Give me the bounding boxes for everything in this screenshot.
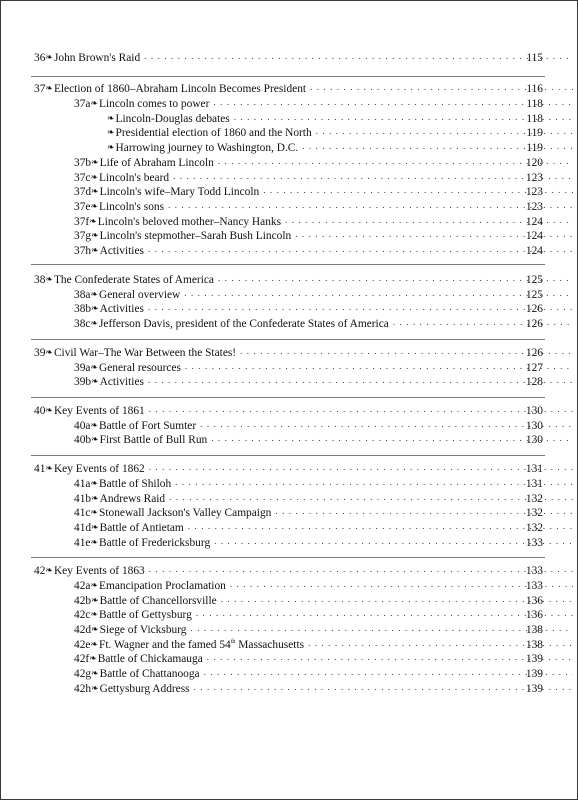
leader-dots [213,95,573,109]
toc-entry[interactable] [1,521,578,535]
page-number: 123 [525,201,543,213]
page-number: 124 [525,230,543,242]
page-number: 139 [525,653,543,665]
entry-title: Siege of Vicksburg [99,624,187,636]
page-number: 116 [526,83,543,95]
entry-title: Lincoln's sons [99,201,165,213]
toc-entry[interactable] [1,51,578,65]
fleuron-icon: ❧ [90,98,98,108]
toc-entry[interactable] [1,375,578,389]
entry-number: 42e [74,639,91,651]
leader-dots [234,110,573,124]
fleuron-icon: ❧ [89,653,97,663]
toc-entry[interactable] [1,82,578,96]
fleuron-icon: ❧ [91,668,99,678]
page-number: 118 [526,113,543,125]
fleuron-icon: ❧ [90,580,98,590]
page-number: 123 [525,172,543,184]
fleuron-icon: ❧ [91,186,99,196]
entry-title: Emancipation Proclamation [99,580,226,592]
entry-number: 41a [74,478,91,490]
leader-dots [188,519,573,533]
fleuron-icon: ❧ [45,405,53,415]
entry-number: 42h [74,683,92,695]
fleuron-icon: ❧ [107,127,115,137]
fleuron-icon: ❧ [91,434,99,444]
entry-title: Civil War–The War Between the States! [53,347,237,359]
entry-number: 39 [34,347,46,359]
toc-entry[interactable] [1,652,578,666]
toc-entry[interactable] [1,229,578,243]
entry-title: Andrews Raid [99,493,166,505]
toc-entry[interactable] [1,185,578,199]
fleuron-icon: ❧ [45,347,53,357]
leader-dots [185,359,573,373]
entry-number: 36 [34,52,46,64]
page-number: 125 [525,274,543,286]
entry-number: 40a [74,420,91,432]
page-number: 133 [525,565,543,577]
page-number: 118 [526,98,543,110]
entry-number: 41c [74,507,91,519]
divider [31,557,545,558]
entry-number: 39b [74,376,92,388]
entry-number: 42a [74,580,91,592]
fleuron-icon: ❧ [107,142,115,152]
entry-number: 42g [74,668,92,680]
entry-number: 37h [74,245,92,257]
page-number: 132 [525,507,543,519]
entry-title: Battle of Gettysburg [99,609,192,621]
fleuron-icon: ❧ [90,318,98,328]
toc-entry[interactable] [1,346,578,360]
entry-title: Gettysburg Address [99,683,190,695]
entry-title: Lincoln's beard [99,172,170,184]
page-number: 128 [525,376,543,388]
entry-number: 42 [34,565,46,577]
page-number: 136 [525,595,543,607]
entry-title: General overview [99,289,181,301]
entry-title: Harrowing journey to Washington, D.C. [115,142,299,154]
leader-dots [175,475,573,489]
leader-dots [221,592,573,606]
entry-title: Stonewall Jackson's Valley Campaign [99,507,272,519]
fleuron-icon: ❧ [90,609,98,619]
entry-title: Activities [99,303,144,315]
toc-entry[interactable] [1,200,578,214]
entry-title: First Battle of Bull Run [99,434,208,446]
toc-entry[interactable] [1,667,578,681]
leader-dots [149,460,573,474]
fleuron-icon: ❧ [91,157,99,167]
leader-dots [149,402,573,416]
page-number: 130 [525,434,543,446]
entry-number: 37c [74,172,91,184]
entry-number: 38b [74,303,92,315]
fleuron-icon: ❧ [90,507,98,517]
entry-title: Battle of Shiloh [99,478,172,490]
page-number: 139 [525,668,543,680]
leader-dots [211,431,573,445]
entry-title: Lincoln's stepmother–Sarah Bush Lincoln [99,230,292,242]
entry-title: John Brown's Raid [53,52,141,64]
entry-title: Activities [99,245,144,257]
toc-entry[interactable] [1,477,578,491]
fleuron-icon: ❧ [107,113,115,123]
fleuron-icon: ❧ [91,245,99,255]
leader-dots [393,315,573,329]
entry-number: 37b [74,157,92,169]
entry-title: Battle of Chattanooga [99,668,200,680]
entry-number: 37d [74,186,92,198]
page-number: 138 [525,639,543,651]
entry-number: 37f [74,216,90,228]
page-number: 115 [526,52,543,64]
entry-number: 39a [74,362,91,374]
entry-title: Key Events of 1862 [53,463,145,475]
leader-dots [149,562,573,576]
page-number: 119 [526,127,543,139]
fleuron-icon: ❧ [45,52,53,62]
fleuron-icon: ❧ [91,522,99,532]
toc-entry[interactable] [1,682,578,696]
entry-title: Election of 1860–Abraham Lincoln Becomes President [53,83,307,95]
entry-number: 40 [34,405,46,417]
leader-dots [184,286,573,300]
page-number: 131 [525,478,543,490]
entry-number: 40b [74,434,92,446]
fleuron-icon: ❧ [91,493,99,503]
page-number: 130 [525,420,543,432]
entry-number: 42f [74,653,90,665]
entry-title: Lincoln-Douglas debates [115,113,230,125]
page-number: 120 [525,157,543,169]
divider [31,264,545,265]
page-number: 123 [525,186,543,198]
page-number: 136 [525,609,543,621]
fleuron-icon: ❧ [91,595,99,605]
entry-title: Lincoln's beloved mother–Nancy Hanks [97,216,282,228]
entry-number: 38 [34,274,46,286]
entry-number: 37a [74,98,91,110]
fleuron-icon: ❧ [89,216,97,226]
toc-entry[interactable] [1,608,578,622]
page-number: 130 [525,405,543,417]
entry-title: Life of Abraham Lincoln [99,157,214,169]
divider [31,455,545,456]
entry-number: 42c [74,609,91,621]
fleuron-icon: ❧ [90,362,98,372]
divider [31,339,545,340]
toc-entry[interactable] [1,404,578,418]
page-number: 126 [525,347,543,359]
entry-number: 37g [74,230,92,242]
toc-entry[interactable] [1,156,578,170]
page-number: 127 [525,362,543,374]
toc-entry[interactable] [1,433,578,447]
page-number: 139 [525,683,543,695]
leader-dots [214,534,573,548]
entry-title: Battle of Antietam [99,522,184,534]
leader-dots [204,665,573,679]
entry-title: The Confederate States of America [53,274,214,286]
toc-entry[interactable] [1,579,578,593]
fleuron-icon: ❧ [90,420,98,430]
divider [31,76,545,77]
fleuron-icon: ❧ [45,83,53,93]
entry-title: Presidential election of 1860 and the North [115,127,312,139]
entry-title: Battle of Fredericksburg [99,537,211,549]
fleuron-icon: ❧ [45,463,53,473]
entry-number: 42b [74,595,92,607]
toc-entry[interactable] [1,97,578,111]
leader-dots [194,680,573,694]
entry-number: 42d [74,624,92,636]
page-number: 132 [525,522,543,534]
fleuron-icon: ❧ [90,201,98,211]
entry-title: Activities [99,376,144,388]
fleuron-icon: ❧ [91,624,99,634]
leader-dots [200,417,573,431]
page-number: 131 [525,463,543,475]
toc-entry[interactable] [1,302,578,316]
entry-number: 37 [34,83,46,95]
entry-title: Lincoln's wife–Mary Todd Lincoln [99,186,260,198]
entry-title-main: Ft. Wagner and the famed 54 [99,639,231,651]
page-number: 126 [525,303,543,315]
entry-number: 37e [74,201,91,213]
page-number: 138 [525,624,543,636]
toc-entry[interactable] [1,536,578,550]
leader-dots [169,490,573,504]
leader-dots [207,650,573,664]
fleuron-icon: ❧ [91,230,99,240]
entry-title: Jefferson Davis, president of the Confederate States of America [99,318,389,330]
fleuron-icon: ❧ [90,172,98,182]
entry-number: 41 [34,463,46,475]
leader-dots [148,300,573,314]
entry-number: 41d [74,522,92,534]
entry-title: Battle of Fort Sumter [99,420,197,432]
fleuron-icon: ❧ [91,376,99,386]
fleuron-icon: ❧ [90,537,98,547]
toc-entry[interactable] [1,126,578,140]
toc-entry[interactable] [1,273,578,287]
leader-dots [230,577,573,591]
leader-dots [240,344,573,358]
fleuron-icon: ❧ [90,639,98,649]
fleuron-icon: ❧ [91,683,99,693]
toc-entry[interactable] [1,244,578,258]
fleuron-icon: ❧ [90,289,98,299]
toc-entry[interactable] [1,317,578,331]
entry-title-rest: Massachusetts [235,639,305,651]
entry-number: 41e [74,537,91,549]
entry-title: General resources [99,362,181,374]
page-number: 124 [525,216,543,228]
divider [31,397,545,398]
toc-entry[interactable] [1,564,578,578]
fleuron-icon: ❧ [90,478,98,488]
leader-dots [148,373,573,387]
entry-title: Battle of Chickamauga [97,653,203,665]
page-number: 124 [525,245,543,257]
page-number: 132 [525,493,543,505]
entry-title: Key Events of 1863 [53,565,145,577]
leader-dots [144,49,573,63]
fleuron-icon: ❧ [91,303,99,313]
entry-title: Lincoln comes to power [99,98,210,110]
page-number: 126 [525,318,543,330]
entry-title: Key Events of 1861 [53,405,145,417]
entry-number: 41b [74,493,92,505]
entry-number: 38a [74,289,91,301]
leader-dots [218,271,573,285]
page-number: 119 [526,142,543,154]
entry-number: 38c [74,318,91,330]
leader-dots [191,621,574,635]
toc-entry[interactable] [1,462,578,476]
page-number: 133 [525,537,543,549]
ordinal-suffix: th [230,639,236,645]
toc-entry[interactable] [1,141,578,155]
entry-title: Battle of Chancellorsville [99,595,217,607]
fleuron-icon: ❧ [45,274,53,284]
toc-entry[interactable] [1,506,578,520]
page-number: 125 [525,289,543,301]
leader-dots [196,606,573,620]
page-number: 133 [525,580,543,592]
fleuron-icon: ❧ [45,565,53,575]
leader-dots [218,154,573,168]
leader-dots [173,169,573,183]
leader-dots [148,242,573,256]
leader-dots [168,198,573,212]
